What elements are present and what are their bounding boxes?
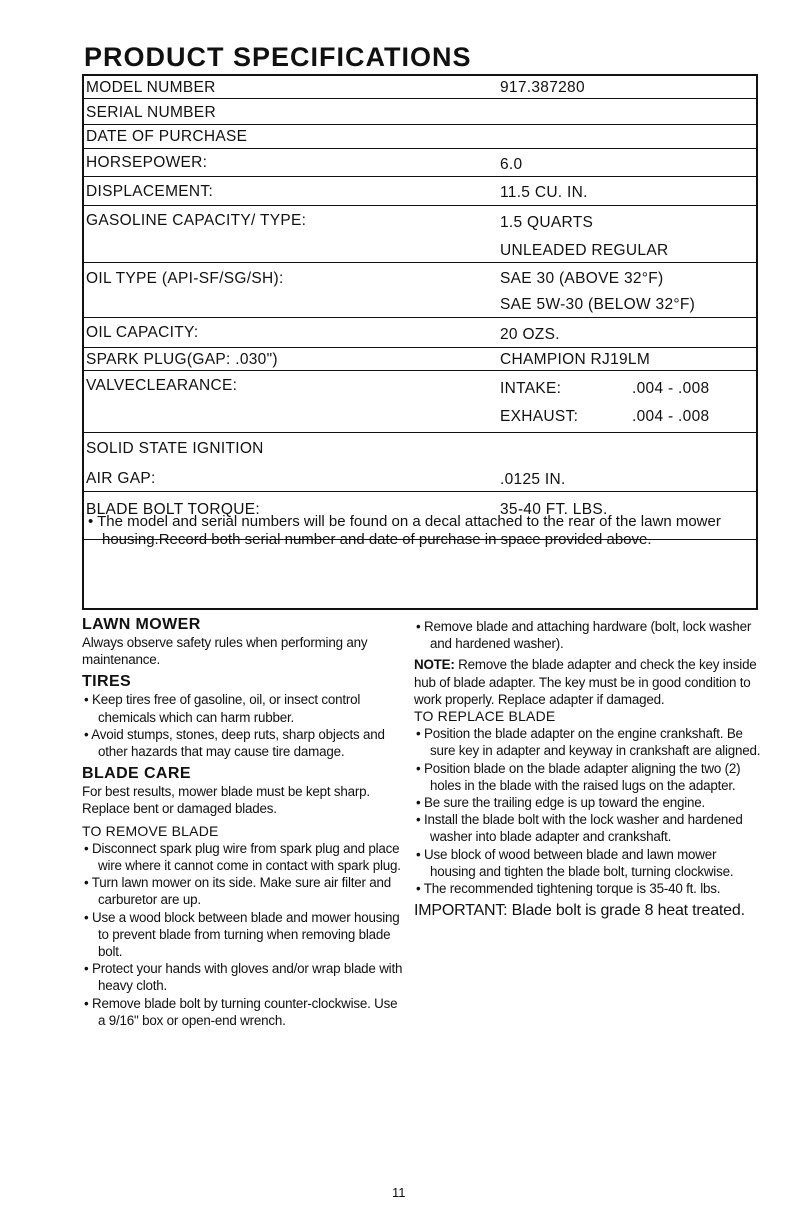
spec-row-oil-type (84, 262, 756, 318)
spec-value: 20 OZS. (500, 326, 560, 343)
spec-value-2: SAE 5W-30 (BELOW 32°F) (500, 296, 696, 313)
spec-label: MODEL NUMBER (86, 79, 216, 96)
list-item: • Be sure the trailing edge is up toward the engine. (416, 795, 706, 811)
list-item: • Use block of wood between blade and lawn mower housing and tighten the blade bolt, turning clockwise. (416, 846, 734, 879)
list-item: • Keep tires free of gasoline, oil, or insect control chemicals which can harm rubber. (84, 692, 361, 725)
blade-intro: For best results, mower blade must be kept sharp. Replace bent or damaged blades. (82, 784, 370, 817)
list-item: • The recommended tightening torque is 35-40 ft. lbs. (416, 881, 721, 897)
lawn-intro: Always observe safety rules when performing any maintenance. (82, 635, 368, 668)
heading-tires: TIRES (82, 673, 132, 691)
spec-value: 6.0 (500, 156, 523, 173)
spec-label: SOLID STATE IGNITION (86, 440, 264, 457)
spec-label: OIL TYPE (API-SF/SG/SH): (86, 270, 284, 287)
spec-num-2: .004 - .008 (632, 408, 710, 425)
spec-value: 35-40 FT. LBS. (500, 501, 608, 518)
page-number: 11 (392, 1185, 406, 1200)
spec-row-model (84, 76, 756, 99)
heading-replace-blade: TO REPLACE BLADE (414, 708, 556, 725)
spec-row-oil-capacity (84, 317, 756, 348)
list-item: • Install the blade bolt with the lock washer and hardened washer into blade adapter and crankshaft. (416, 812, 743, 845)
spec-row-horsepower (84, 148, 756, 177)
spec-value-2: UNLEADED REGULAR (500, 242, 669, 259)
spec-label: VALVECLEARANCE: (86, 377, 238, 394)
spec-value: 917.387280 (500, 79, 585, 96)
heading-blade-care: BLADE CARE (82, 765, 191, 783)
spec-row-gasoline (84, 205, 756, 263)
spec-value: 11.5 CU. IN. (500, 184, 588, 201)
list-item: • Disconnect spark plug wire from spark plug and place wire where it cannot come in contact with spark plug. (84, 840, 401, 874)
spec-label: BLADE BOLT TORQUE: (86, 501, 260, 518)
left-column (82, 616, 407, 1029)
spec-row-serial (84, 98, 756, 125)
heading-remove-blade: TO REMOVE BLADE (82, 822, 219, 839)
heading-lawn-mower: LAWN MOWER (82, 616, 201, 633)
spec-label: DISPLACEMENT: (86, 183, 214, 200)
list-item: • Protect your hands with gloves and/or wrap blade with heavy cloth. (84, 961, 403, 994)
spec-value: .0125 IN. (500, 471, 566, 488)
right-column (414, 618, 764, 920)
spec-label: GASOLINE CAPACITY/ TYPE: (86, 212, 307, 229)
list-item: • Position blade on the blade adapter aligning the two (2) holes in the blade with the raised lugs on the adapter. (416, 760, 741, 793)
spec-note-text: • The model and serial numbers will be found on a decal attached to the rear of the lawn mower housing.Record both serial number and date of purchase in space provided above. (88, 513, 721, 548)
spec-value: SAE 30 (ABOVE 32°F) (500, 270, 664, 287)
list-item: • Avoid stumps, stones, deep ruts, sharp objects and other hazards that may cause tire damage. (84, 726, 385, 760)
important-note: IMPORTANT: Blade bolt is grade 8 heat treated. (414, 902, 745, 920)
page-title: PRODUCT SPECIFICATIONS (84, 42, 472, 72)
spec-num: .004 - .008 (632, 380, 710, 397)
spec-value-2: EXHAUST: (500, 408, 579, 425)
spec-label: HORSEPOWER: (86, 154, 208, 171)
spec-table (82, 74, 758, 610)
note-text: Remove the blade adapter and check the key inside hub of blade adapter. The key must be in good condition to work properly. Replace adapter if damaged. (414, 657, 757, 707)
list-item: • Turn lawn mower on its side. Make sure air filter and carburetor are up. (84, 875, 392, 908)
spec-value: CHAMPION RJ19LM (500, 351, 651, 368)
spec-row-valve-clearance (84, 370, 756, 433)
spec-row-displacement (84, 176, 756, 206)
spec-value: INTAKE: (500, 380, 562, 397)
spec-label: OIL CAPACITY: (86, 324, 199, 341)
spec-label: SERIAL NUMBER (86, 104, 216, 121)
spec-value: 1.5 QUARTS (500, 214, 594, 231)
list-item: • Position the blade adapter on the engine crankshaft. Be sure key in adapter and keyway in crankshaft are aligned. (416, 726, 761, 759)
spec-note (84, 513, 756, 549)
list-item: • Remove blade and attaching hardware (bolt, lock washer and hardened washer). (416, 619, 752, 652)
spec-row-spark-plug (84, 347, 756, 371)
note-paragraph (414, 656, 764, 708)
spec-row-air-gap (84, 460, 756, 492)
spec-row-ignition (84, 432, 756, 460)
spec-row-date (84, 124, 756, 149)
spec-label: AIR GAP: (86, 470, 156, 487)
note-label: NOTE: (414, 657, 455, 673)
list-item: • Use a wood block between blade and mower housing to prevent blade from turning when removing blade bolt. (84, 909, 400, 960)
spec-label: DATE OF PURCHASE (86, 128, 248, 145)
spec-label: SPARK PLUG(GAP: .030") (86, 351, 278, 368)
list-item: • Remove blade bolt by turning counter-clockwise. Use a 9/16" box or open-end wrench. (84, 995, 398, 1028)
